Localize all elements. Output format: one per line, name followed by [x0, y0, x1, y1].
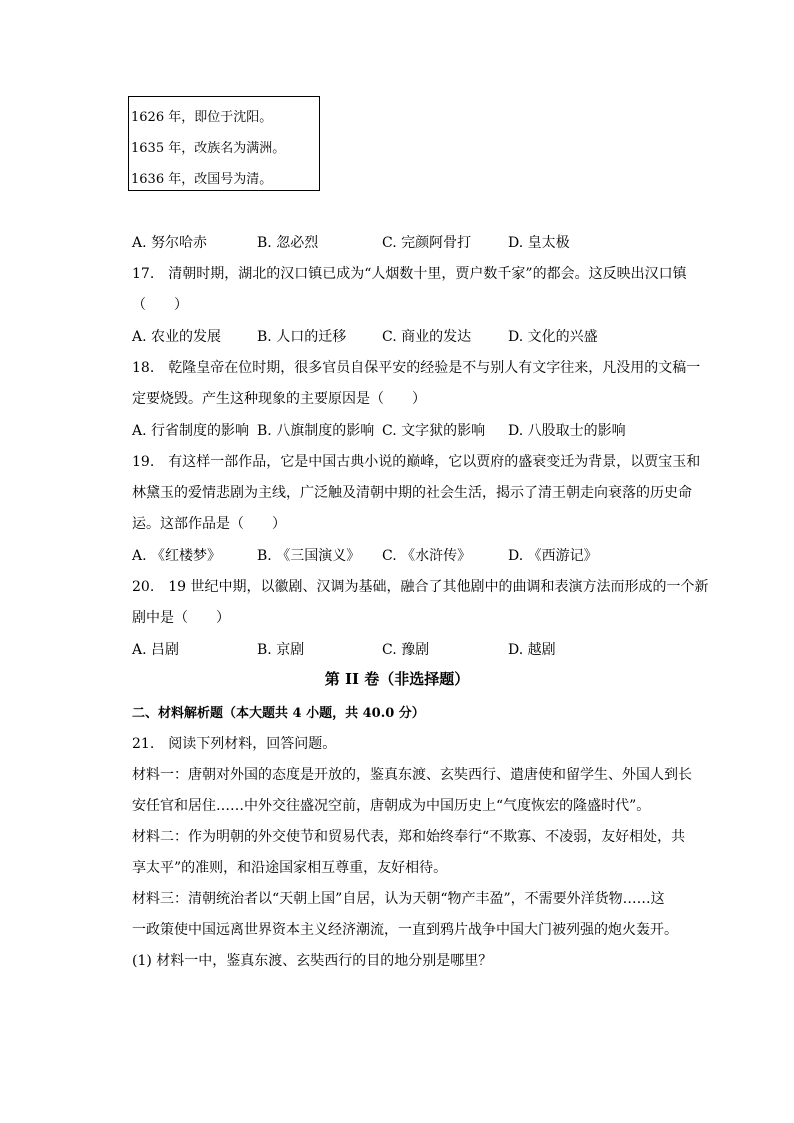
q16-option-a[interactable]: A. 努尔哈赤 — [132, 235, 208, 251]
q18-option-c[interactable]: C. 文字狱的影响 — [382, 423, 486, 439]
q16-option-c[interactable]: C. 完颜阿骨打 — [382, 235, 472, 251]
timeline-line-3: 1636 年，改国号为清。 — [131, 172, 273, 187]
timeline-box — [128, 96, 320, 191]
q21-material1-line-1: 材料一：唐朝对外国的态度是开放的，鉴真东渡、玄奘西行、遣唐使和留学生、外国人到长 — [132, 767, 692, 783]
q21-subquestion-1: (1) 材料一中，鉴真东渡、玄奘西行的目的地分别是哪里？ — [132, 953, 493, 969]
q20-option-c[interactable]: C. 豫剧 — [382, 642, 430, 658]
q19-option-a[interactable]: A. 《红楼梦》 — [132, 548, 222, 564]
q20-option-b[interactable]: B. 京剧 — [257, 642, 305, 658]
q20-option-a[interactable]: A. 吕剧 — [132, 642, 180, 658]
q19-option-d[interactable]: D. 《西游记》 — [508, 548, 598, 564]
q21-material2-line-1: 材料二：作为明朝的外交使节和贸易代表，郑和始终奉行“不欺寡、不凌弱，友好相处，共 — [132, 829, 686, 845]
timeline-line-2: 1635 年，改族名为满洲。 — [131, 141, 286, 156]
q17-option-b[interactable]: B. 人口的迁移 — [257, 329, 347, 345]
q19-option-c[interactable]: C. 《水浒传》 — [382, 548, 472, 564]
q17-option-c[interactable]: C. 商业的发达 — [382, 329, 472, 345]
q21-intro: 21. 阅读下列材料，回答问题。 — [132, 736, 337, 752]
q19-stem-line-3: 运。这部作品是（ ） — [132, 516, 286, 532]
q19-stem-line-1: 19. 有这样一部作品，它是中国古典小说的巅峰，它以贾府的盛衰变迁为背景，以贾宝玉和 — [132, 454, 701, 470]
q17-option-d[interactable]: D. 文化的兴盛 — [508, 329, 598, 345]
q21-material1-line-2: 安任官和居住……中外交往盛况空前，唐朝成为中国历史上“气度恢宏的隆盛时代”。 — [132, 798, 651, 814]
q19-stem-line-2: 林黛玉的爱情悲剧为主线，广泛触及清朝中期的社会生活，揭示了清王朝走向衰落的历史命 — [132, 485, 692, 501]
q21-material3-line-2: 一政策使中国远离世界资本主义经济潮流，一直到鸦片战争中国大门被列强的炮火轰开。 — [132, 922, 678, 938]
q16-option-b[interactable]: B. 忽必烈 — [257, 235, 319, 251]
timeline-line-1: 1626 年，即位于沈阳。 — [131, 110, 273, 125]
q21-material2-line-2: 享太平”的准则，和沿途国家相互尊重，友好相待。 — [132, 860, 448, 876]
q21-material3-line-1: 材料三：清朝统治者以“天朝上国”自居，认为天朝“物产丰盈”，不需要外洋货物……这 — [132, 891, 665, 907]
q17-stem-line-2: （ ） — [132, 297, 188, 313]
q18-option-b[interactable]: B. 八旗制度的影响 — [257, 423, 375, 439]
q20-stem-line-2: 剧中是（ ） — [132, 610, 230, 626]
q18-option-d[interactable]: D. 八股取士的影响 — [508, 423, 626, 439]
q18-stem-line-1: 18. 乾隆皇帝在位时期，很多官员自保平安的经验是不与别人有文字往来，凡没用的文稿一 — [132, 360, 701, 376]
q17-option-a[interactable]: A. 农业的发展 — [132, 329, 222, 345]
q17-stem-line-1: 17. 清朝时期，湖北的汉口镇已成为“人烟数十里，贾户数千家”的都会。这反映出汉口镇 — [132, 266, 687, 282]
q19-option-b[interactable]: B. 《三国演义》 — [257, 548, 361, 564]
q18-stem-line-2: 定要烧毁。产生这种现象的主要原因是（ ） — [132, 391, 426, 407]
q18-option-a[interactable]: A. 行省制度的影响 — [132, 423, 250, 439]
section2-heading: 二、材料解析题（本大题共 4 小题，共 40.0 分） — [132, 706, 425, 721]
part2-title: 第 II 卷（非选择题） — [324, 670, 470, 688]
q20-stem-line-1: 20. 19 世纪中期，以徽剧、汉调为基础，融合了其他剧中的曲调和表演方法而形成的一个新 — [132, 579, 709, 595]
q20-option-d[interactable]: D. 越剧 — [508, 642, 556, 658]
q16-option-d[interactable]: D. 皇太极 — [508, 235, 570, 251]
